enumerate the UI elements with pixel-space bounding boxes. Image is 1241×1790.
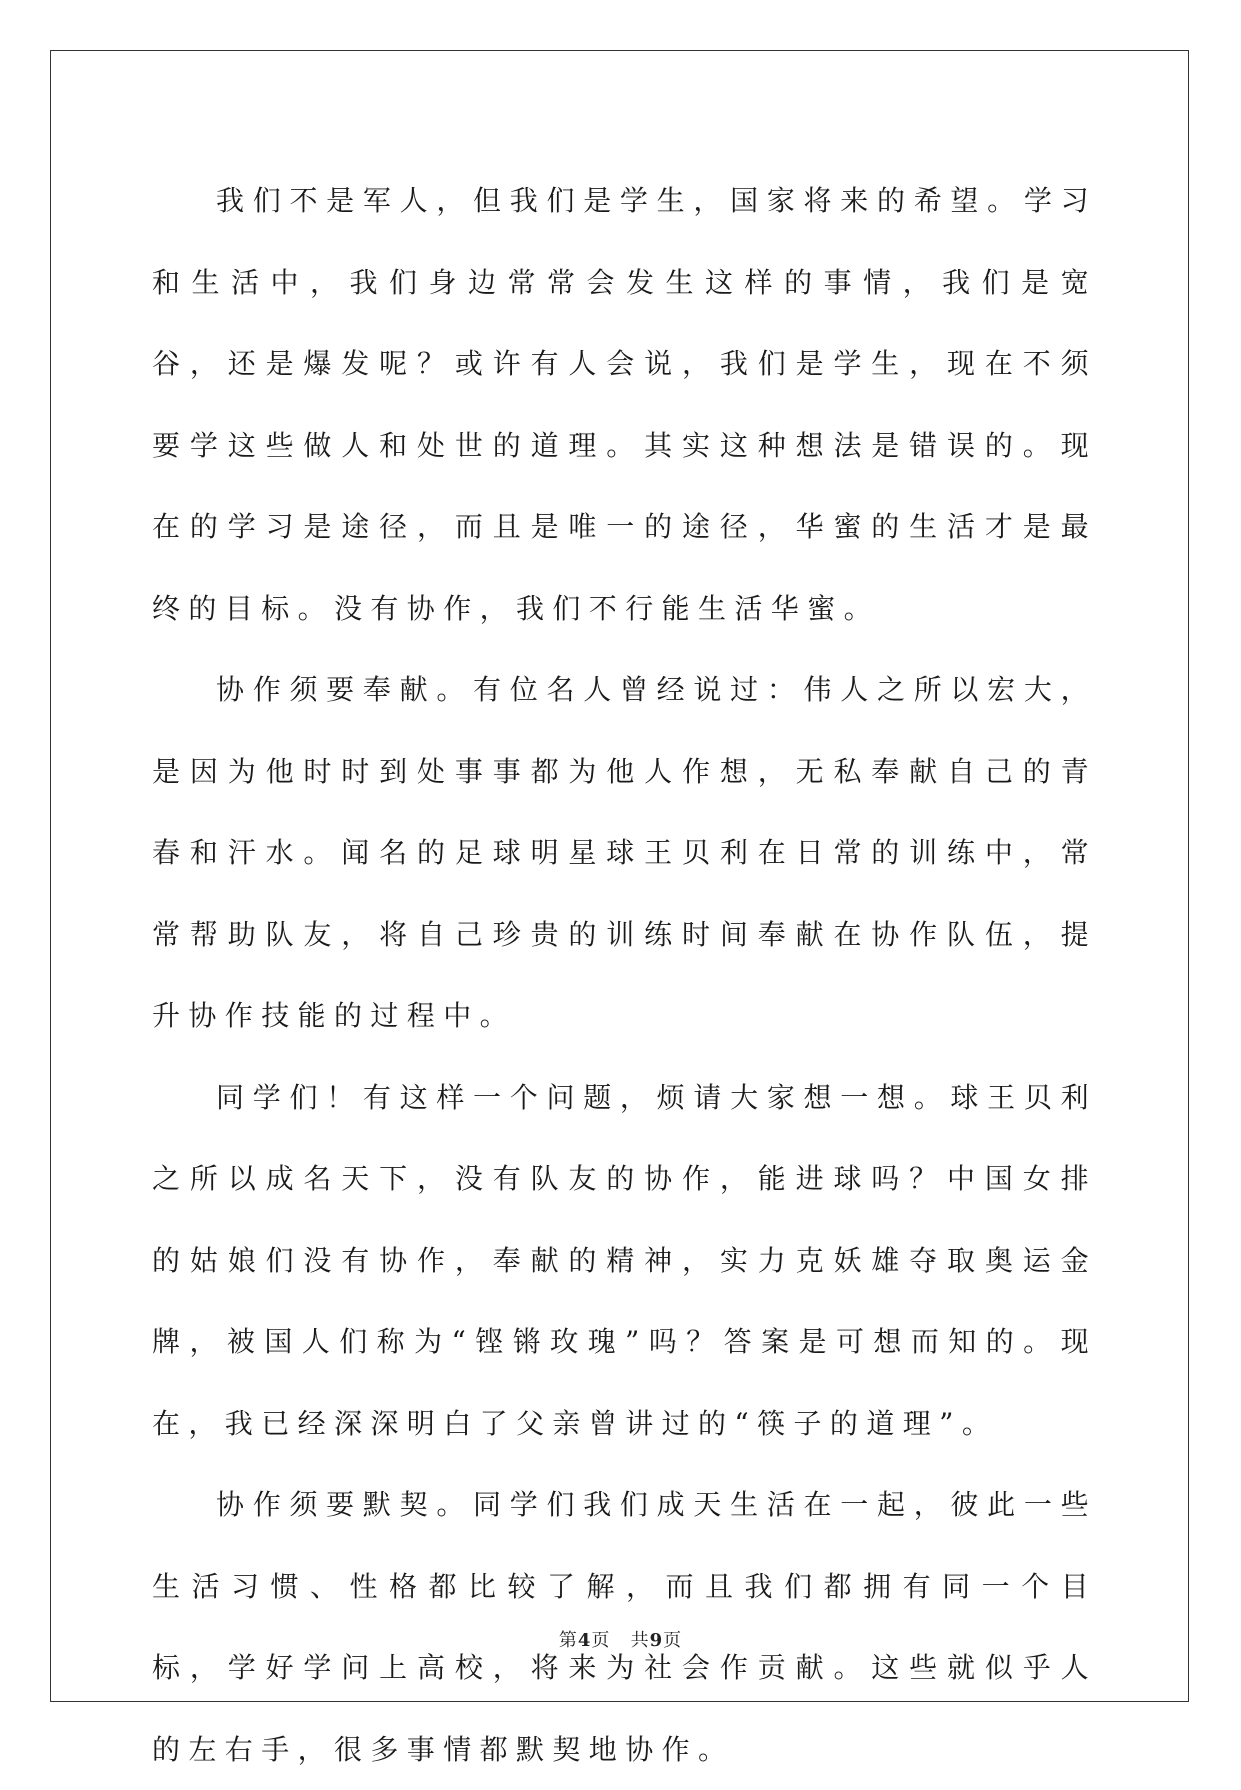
paragraph-1: 我们不是军人，但我们是学生，国家将来的希望。学习和生活中，我们身边常常会发生这样的事情，我们是宽谷，还是爆发呢？或许有人会说，我们是学生，现在不须要学这些做人和处世的道理。其实这种想法是错误的。现在的学习是途径，而且是唯一的途径，华蜜的生活才是最终的目标。没有协作，我们不行能生活华蜜。 xyxy=(152,184,1097,625)
total-prefix: 共 xyxy=(630,1630,650,1651)
page-current: 4 xyxy=(577,1630,592,1651)
paragraph-4: 协作须要默契。同学们我们成天生活在一起，彼此一些生活习惯、性格都比较了解，而且我们都拥有同一个目标，学好学问上高校，将来为社会作贡献。这些就似乎人的左右手，很多事情都默契地协作。 xyxy=(152,1488,1097,1766)
total-unit: 页 xyxy=(663,1630,683,1651)
page-prefix: 第 xyxy=(558,1630,578,1651)
paragraph-2: 协作须要奉献。有位名人曾经说过：伟人之所以宏大，是因为他时时到处事事都为他人作想，无私奉献自己的青春和汗水。闻名的足球明星球王贝利在日常的训练中，常常帮助队友，将自己珍贵的训练时间奉献在协作队伍，提升协作技能的过程中。 xyxy=(152,673,1097,1032)
paragraph-3: 同学们！有这样一个问题，烦请大家想一想。球王贝利之所以成名天下，没有队友的协作，能进球吗？中国女排的姑娘们没有协作，奉献的精神，实力克妖雄夺取奥运金牌，被国人们称为“铿锵玫瑰”吗？答案是可想而知的。现在，我已经深深明白了父亲曾讲过的“筷子的道理”。 xyxy=(152,1080,1097,1440)
document-body xyxy=(152,160,1097,1790)
page-total: 9 xyxy=(649,1630,664,1651)
page-footer xyxy=(0,1626,1241,1652)
page-unit: 页 xyxy=(591,1630,611,1651)
